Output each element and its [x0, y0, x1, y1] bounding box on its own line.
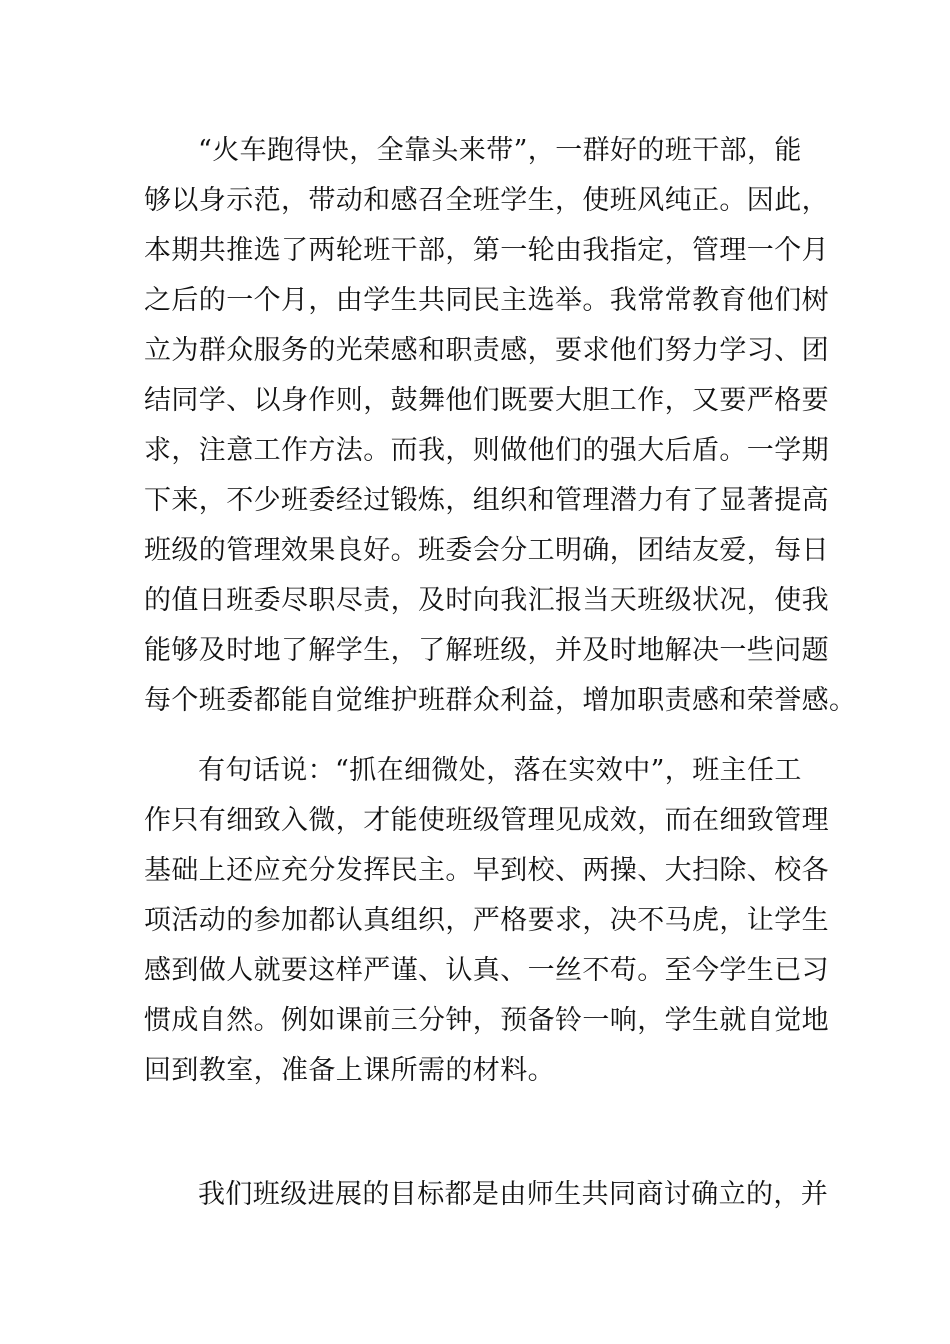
text-line: 每个班委都能自觉维护班群众利益，增加职责感和荣誉感。 — [144, 685, 857, 716]
text-line: 基础上还应充分发挥民主。早到校、两操、大扫除、校各 — [144, 855, 829, 886]
text-line: 立为群众服务的光荣感和职责感，要求他们努力学习、团 — [144, 335, 829, 366]
text-line: 本期共推选了两轮班干部，第一轮由我指定，管理一个月 — [144, 235, 829, 266]
text-line: 班级的管理效果良好。班委会分工明确，团结友爱，每日 — [144, 535, 829, 566]
text-line: 能够及时地了解学生，了解班级，并及时地解决一些问题 — [144, 635, 829, 666]
paragraph-class-goals — [144, 1170, 829, 1220]
text-line: 项活动的参加都认真组织，严格要求，决不马虎，让学生 — [144, 905, 829, 936]
text-line: 的值日班委尽职尽责，及时向我汇报当天班级状况，使我 — [144, 585, 829, 616]
text-line: 有句话说：“抓在细微处，落在实效中”，班主任工 — [198, 755, 802, 786]
text-line: 之后的一个月，由学生共同民主选举。我常常教育他们树 — [144, 285, 829, 316]
paragraph-detail-management — [144, 746, 829, 1096]
text-line: 惯成自然。例如课前三分钟，预备铃一响，学生就自觉地 — [144, 1005, 829, 1036]
text-line: 作只有细致入微，才能使班级管理见成效，而在细致管理 — [144, 805, 829, 836]
text-line: “火车跑得快，全靠头来带”，一群好的班干部，能 — [198, 135, 802, 166]
text-line: 我们班级进展的目标都是由师生共同商讨确立的，并 — [198, 1179, 829, 1210]
text-line: 求，注意工作方法。而我，则做他们的强大后盾。一学期 — [144, 435, 829, 466]
text-line: 回到教室，准备上课所需的材料。 — [144, 1055, 555, 1086]
text-line: 感到做人就要这样严谨、认真、一丝不苟。至今学生已习 — [144, 955, 829, 986]
text-line: 结同学、以身作则，鼓舞他们既要大胆工作，又要严格要 — [144, 385, 829, 416]
text-line: 够以身示范，带动和感召全班学生，使班风纯正。因此， — [144, 185, 829, 216]
paragraph-class-committee — [144, 126, 857, 726]
text-line: 下来，不少班委经过锻炼，组织和管理潜力有了显著提高 — [144, 485, 829, 516]
